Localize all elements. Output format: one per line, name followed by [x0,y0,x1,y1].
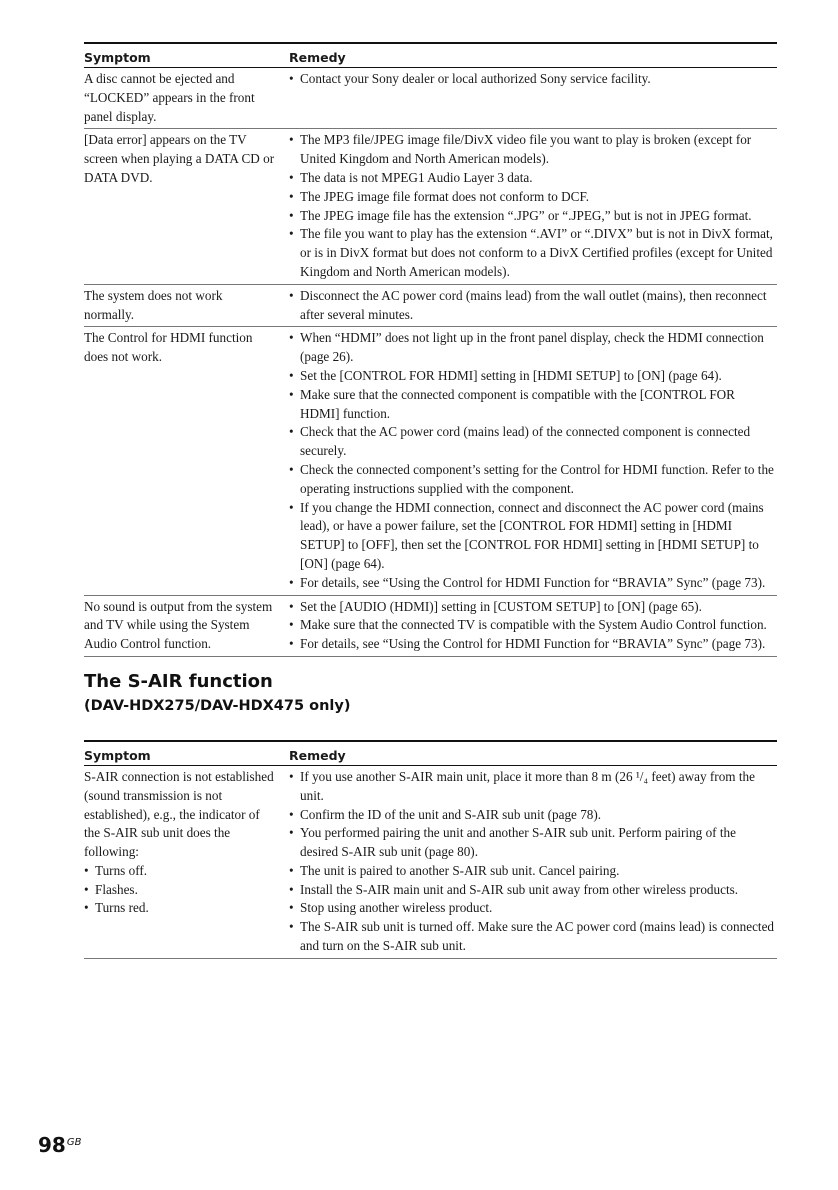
symptom-cell: [Data error] appears on the TV screen when playing a DATA CD or DATA DVD. [84,129,289,284]
symptom-header: Symptom [84,43,289,68]
remedy-item: • Set the [AUDIO (HDMI)] setting in [CUSTOM SETUP] to [ON] (page 65). [289,598,777,617]
page-number [38,1133,81,1157]
table-header-row [84,43,777,68]
remedy-item: • Check that the AC power cord (mains lead) of the connected component is connected securely. [289,423,777,461]
section-title: The S-AIR function [84,670,273,692]
remedy-item: • When “HDMI” does not light up in the front panel display, check the HDMI connection (page 26). [289,329,777,367]
remedy-item: • You performed pairing the unit and another S-AIR sub unit. Perform pairing of the desired S-AIR sub unit (page 80). [289,824,777,862]
symptom-item: • Flashes. [84,881,275,900]
symptom-item: • Turns off. [84,862,275,881]
remedy-item: • For details, see “Using the Control for HDMI Function for “BRAVIA” Sync” (page 73). [289,635,777,654]
remedy-cell [289,129,777,284]
symptom-cell: The Control for HDMI function does not work. [84,327,289,595]
remedy-header: Remedy [289,43,777,68]
table-row [84,327,777,595]
remedy-item: • Check the connected component’s setting for the Control for HDMI function. Refer to the operating instructions supplied with the component. [289,461,777,499]
table-header-row [84,741,777,766]
remedy-item: • The JPEG image file has the extension “.JPG” or “.JPEG,” but is not in JPEG format. [289,207,777,226]
symptom-cell: A disc cannot be ejected and “LOCKED” appears in the front panel display. [84,68,289,129]
symptom-cell: The system does not work normally. [84,284,289,327]
remedy-item: • If you change the HDMI connection, connect and disconnect the AC power cord (mains lead), or have a power failure, set the [CONTROL FOR HDMI] setting in [HDMI SETUP] to [OFF], then set the [CONTROL FOR HDMI] setting in [HDMI SETUP] to [ON] (page 64). [289,499,777,574]
s-air-table [84,740,777,959]
table-row [84,129,777,284]
page-content [84,42,777,959]
symptom-header: Symptom [84,741,289,766]
remedy-cell [289,327,777,595]
remedy-item: • The file you want to play has the extension “.AVI” or “.DIVX” but is not in DivX format, or is in DivX format but does not conform to a DivX Certified profiles (except for United Kingdom and North American models). [289,225,777,281]
remedy-cell [289,68,777,129]
page-number-suffix: GB [66,1137,82,1148]
symptom-item: • Turns red. [84,899,275,918]
table-row [84,68,777,129]
table-row [84,284,777,327]
remedy-item: • The MP3 file/JPEG image file/DivX video file you want to play is broken (except for United Kingdom and North American models). [289,131,777,169]
remedy-item: • If you use another S-AIR main unit, place it more than 8 m (26 ¹/₄ feet) away from the unit. [289,768,777,806]
symptom-text: S-AIR connection is not established (sound transmission is not established), e.g., the indicator of the S-AIR sub unit does the following: [84,768,274,860]
remedy-item: • Contact your Sony dealer or local authorized Sony service facility. [289,70,777,89]
remedy-item: • The data is not MPEG1 Audio Layer 3 data. [289,169,777,188]
remedy-item: • Set the [CONTROL FOR HDMI] setting in [HDMI SETUP] to [ON] (page 64). [289,367,777,386]
table-row [84,765,777,958]
remedy-item: • Make sure that the connected TV is compatible with the System Audio Control function. [289,616,777,635]
remedy-item: • Make sure that the connected component is compatible with the [CONTROL FOR HDMI] function. [289,386,777,424]
section-subtitle: (DAV-HDX275/DAV-HDX475 only) [84,697,351,714]
symptom-cell: No sound is output from the system and TV while using the System Audio Control function. [84,595,289,656]
remedy-item: • The S-AIR sub unit is turned off. Make sure the AC power cord (mains lead) is connected and turn on the S-AIR sub unit. [289,918,777,956]
remedy-item: • For details, see “Using the Control for HDMI Function for “BRAVIA” Sync” (page 73). [289,574,777,593]
symptom-cell [84,765,289,958]
remedy-item: • Disconnect the AC power cord (mains lead) from the wall outlet (mains), then reconnect after several minutes. [289,287,777,325]
remedy-item: • Stop using another wireless product. [289,899,777,918]
remedy-header: Remedy [289,741,777,766]
table-row [84,595,777,656]
page-number-value: 98 [38,1133,66,1157]
remedy-cell [289,284,777,327]
remedy-cell [289,595,777,656]
troubleshooting-table [84,42,777,657]
remedy-item: • The JPEG image file format does not conform to DCF. [289,188,777,207]
remedy-item: • The unit is paired to another S-AIR sub unit. Cancel pairing. [289,862,777,881]
remedy-cell [289,765,777,958]
remedy-item: • Confirm the ID of the unit and S-AIR sub unit (page 78). [289,806,777,825]
remedy-item: • Install the S-AIR main unit and S-AIR sub unit away from other wireless products. [289,881,777,900]
